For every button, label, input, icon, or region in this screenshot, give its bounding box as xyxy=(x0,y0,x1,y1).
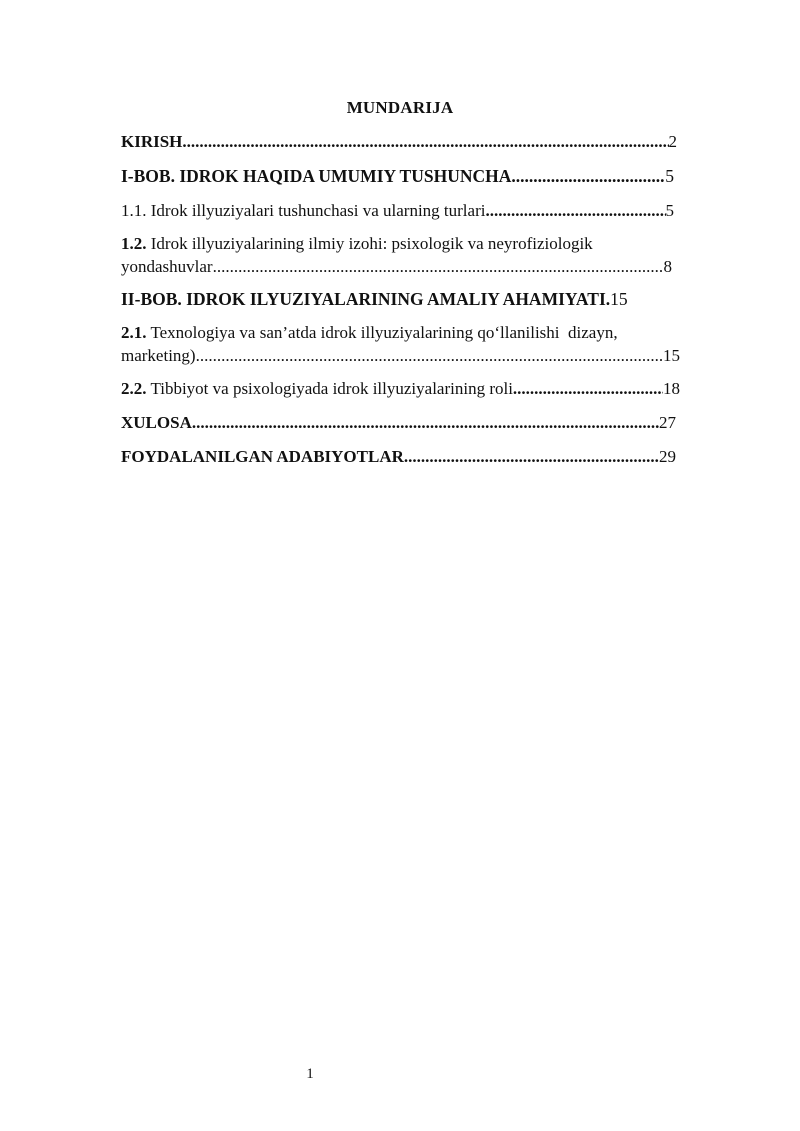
toc-entry-label: II-BOB. IDROK ILYUZIYALARINING AMALIY AHAMIYATI. xyxy=(121,289,611,309)
toc-entry-label-continued: yondashuvlar xyxy=(121,257,213,276)
toc-entry-label: Texnologiya va san’atda idrok illyuziyalarining qo‘llanilishi dizayn, xyxy=(146,323,618,342)
toc-entry-xulosa[interactable] xyxy=(121,411,676,434)
dot-leader xyxy=(192,411,659,434)
toc-entry-line-1 xyxy=(121,232,677,255)
toc-entry-label: Idrok illyuziyalarining ilmiy izohi: psixologik va neyrofiziologik xyxy=(146,234,593,253)
toc-entry-page: 2 xyxy=(668,132,677,151)
dot-leader xyxy=(182,130,668,153)
toc-entry-line-2 xyxy=(121,344,680,367)
toc-entry-references[interactable] xyxy=(121,445,676,468)
dot-leader xyxy=(404,445,659,468)
dot-leader xyxy=(213,255,664,278)
dot-leader xyxy=(196,344,663,367)
toc-entry-page: 15 xyxy=(610,289,628,309)
toc-entry-section-2-2[interactable] xyxy=(121,377,680,400)
toc-entry-page: 29 xyxy=(659,447,676,466)
toc-entry-section-2-1[interactable] xyxy=(121,321,680,367)
toc-entry-label: 1.1. Idrok illyuziyalari tushunchasi va ularning turlari xyxy=(121,201,486,220)
toc-entry-page: 8 xyxy=(663,257,672,276)
toc-entry-label: FOYDALANILGAN ADABIYOTLAR xyxy=(121,447,404,466)
dot-leader xyxy=(513,377,663,400)
toc-entry-label: I-BOB. IDROK HAQIDA UMUMIY TUSHUNCHA xyxy=(121,166,512,186)
toc-entry-number: 2.2. xyxy=(121,379,147,398)
toc-entry-line-2 xyxy=(121,255,672,278)
toc-entry-page: 5 xyxy=(665,166,674,186)
page-number-footer: 1 xyxy=(306,1066,314,1082)
toc-entry-section-1-2[interactable] xyxy=(121,232,677,278)
toc-entry-page: 5 xyxy=(665,201,674,220)
toc-entry-label: KIRISH xyxy=(121,132,183,151)
toc-entry-page: 27 xyxy=(659,413,676,432)
toc-entry-kirish[interactable] xyxy=(121,130,677,153)
dot-leader xyxy=(511,165,665,188)
toc-entry-number: 2.1. xyxy=(121,323,147,342)
toc-entry-label: XULOSA xyxy=(121,413,192,432)
toc-entry-chapter-1[interactable] xyxy=(121,165,674,188)
toc-entry-chapter-2[interactable] xyxy=(121,288,677,311)
toc-entry-label-continued: marketing) xyxy=(121,346,196,365)
dot-leader xyxy=(485,199,665,222)
toc-entry-section-1-1[interactable] xyxy=(121,199,674,222)
toc-entry-page: 18 xyxy=(663,379,680,398)
page-title: MUNDARIJA xyxy=(346,98,454,117)
toc-entry-number: 1.2. xyxy=(121,234,147,253)
toc-entry-page: 15 xyxy=(663,346,680,365)
toc-entry-line-1 xyxy=(121,321,677,344)
toc-entry-label: Tibbiyot va psixologiyada idrok illyuziyalarining roli xyxy=(146,379,513,398)
